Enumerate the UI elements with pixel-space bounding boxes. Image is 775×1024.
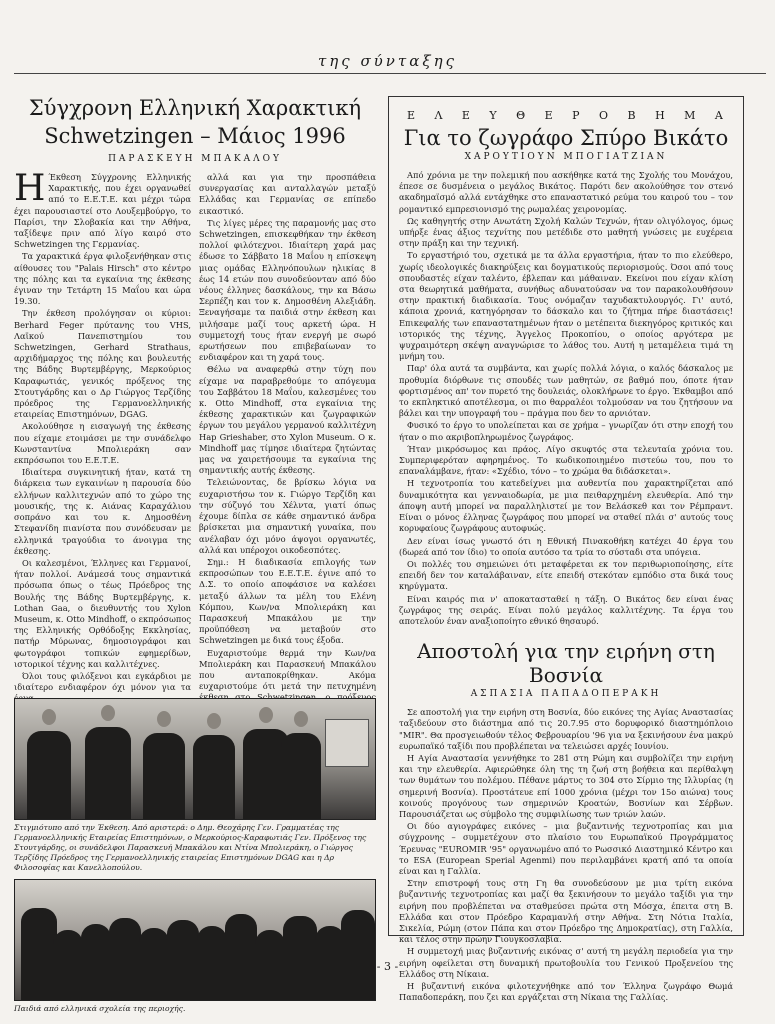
- paragraph: [399, 878, 733, 945]
- paragraph: [199, 477, 376, 555]
- paragraph: [399, 363, 733, 419]
- paragraph: [399, 707, 733, 752]
- paragraph: [14, 558, 191, 670]
- paragraph-text: Παρ' όλα αυτά τα συμβάντα, και χωρίς πολλά λόγια, ο καλός δάσκαλος με προθυμία διόρθωνε τις σπουδές των μαθητών, σε βαθμό που, όποτε ήταν φορτισμένος απ' τον πυρετό της δουλειάς, ολοκλήρωνε το έργο. Έκθαμβοι από το εκπληκτικό αποτέλεσμα, οι πιο θαρραλέοι τολμούσαν να του ζητήσουν να βάλει και την υπογραφή του – πράγμα που δεν το αρνιόταν.: [399, 363, 733, 419]
- paragraph: [399, 478, 733, 534]
- photo-figure-head: [42, 709, 56, 725]
- photo-figure: [281, 733, 321, 819]
- paragraph: [399, 594, 733, 628]
- paragraph: [399, 216, 733, 250]
- article-byline: ΠΑΡΑΣΚΕΥΗ ΜΠΑΚΑΛΟΥ: [108, 154, 282, 164]
- paragraph-text: Φυσικό το έργο το υπολείπεται και σε χρήμα – γνωρίζαν ότι στην εποχή του ήταν ο πιο ακριβοπληρωμένος ζωγράφος.: [399, 420, 733, 442]
- paragraph: [14, 421, 191, 466]
- paragraph: [14, 467, 191, 557]
- article-byline: ΧΑΡΟΥΤΙΟΥΝ ΜΠΟΓΙΑΤΖΙΑΝ: [464, 152, 668, 162]
- article-title: [14, 94, 376, 150]
- masthead-letter: Μ: [684, 109, 698, 122]
- exhibition-photo: [14, 698, 376, 820]
- paragraph: [399, 170, 733, 215]
- article-title: Για το ζωγράφο Σπύρο Βικάτο: [403, 126, 729, 150]
- masthead-letter: Ε: [461, 109, 472, 122]
- photo-figure: [225, 914, 257, 1000]
- masthead-letter: Ρ: [572, 109, 582, 122]
- photo-figure-head: [157, 711, 171, 727]
- article-column-1: [14, 168, 191, 693]
- paragraph-text: Σε αποστολή για την ειρήνη στη Βοσνία, δύο εικόνες της Αγίας Αναστασίας ταξιδεύουν στο διάστημα από τις 20.7.95 στο δορυφορικό διαστημόπλοιο "MIR". Θα προσγειωθούν τέλος Φεβρουαρίου '96 για να ξεκινήσουν ένα μακρύ ευρωπαϊκό ταξίδι που προβλέπεται να τελειώσει αρχές Ιουνίου.: [399, 707, 733, 751]
- title-line-1: Σύγχρονη Ελληνική Χαρακτική: [28, 96, 362, 120]
- paragraph-text: Από χρόνια με την πολεμική που ασκήθηκε κατά της Σχολής του Μονάχου, έπεσε σε δυσμένεια ο μεγάλος Βικάτος. Παρότι δεν ακολούθησε τον στενό ακαδημαϊσμό αλλά εντάχθηκε στο επαναστατικό ρεύμα του καιρού του – τον ρομαντικό εμπρεσιονισμό της ρωμαλέας χειρονομίας.: [399, 170, 733, 214]
- paragraph: [399, 444, 733, 478]
- section-header: της σύνταξης: [317, 52, 457, 70]
- masthead-letter: Α: [714, 109, 725, 122]
- page-number: - 3 -: [376, 960, 399, 973]
- photo-figure: [27, 731, 71, 819]
- masthead-letter: Υ: [489, 109, 499, 122]
- paragraph-text: Στην επιστροφή τους στη Γη θα συνοδεύσουν με μια τρίτη εικόνα βυζαντινής τεχνοτροπίας και μαζί θα ξεκινήσουν το μεγάλο ταξίδι για την ειρήνη που προβλέπεται να σταθμεύσει πρώτα στη Μόσχα, έπειτα στη Β. Ελλάδα και στον Πρόεδρο Καραμανλή στην Αθήνα. Στη Νότια Ιταλία, Σικελία, Ρώμη (στον Πάπα και στον Πρόεδρο της Δημοκρατίας), στη Γαλλία, και τέλος στην πρώην Γιουγκοσλαβία.: [399, 878, 733, 945]
- paragraph: [199, 557, 376, 647]
- right-article-box: [388, 96, 744, 1003]
- paragraph: [14, 251, 191, 307]
- photo-figure: [85, 727, 131, 819]
- title-line-2: Schwetzingen – Μάιος 1996: [44, 124, 346, 148]
- masthead-letter: Ο: [599, 109, 611, 122]
- masthead-letter: Ε: [407, 109, 418, 122]
- photo-figure: [21, 908, 57, 1000]
- paragraph-text: Την έκθεση προλόγησαν οι κύριοι: Berhard Feger πρύτανης του VHS, Λαϊκού Πανεπιστημίου του Schwetzingen, Gerhard Strathaus, αρχιδήμαρχος της πόλης και βουλευτής της Βάδης Βυρτεμβέργης, Μερκούριος Καραφωτιάς, γενικός πρόξενος της Στουτγάρδης και ο Δρ Γιώργος Τερζίδης πρόεδρος της Γερμανοελληνικής εταιρείας Επιστημόνων, DGAG.: [14, 308, 191, 420]
- paragraph-text: αλλά και για την προσπάθεια συνεργασίας και ανταλλαγών μεταξύ Ελλάδας και Γερμανίας σε επίπεδο εικαστικό.: [199, 172, 376, 216]
- masthead-letter: Β: [627, 109, 638, 122]
- article-title: Αποστολή για την ειρήνη στη Βοσνία: [417, 639, 715, 688]
- photo-figure-head: [259, 707, 273, 723]
- section-rule: [14, 73, 766, 74]
- paragraph: [399, 559, 733, 593]
- paragraph-text: Ως καθηγητής στην Ανωτάτη Σχολή Καλών Τεχνών, ήταν ολιγόλογος, όμως υπήρξε ένας άξιος τεχνίτης που μετέδιδε στο μαθητή γνώσεις με ευχέρεια στην πράξη και την τεχνική.: [399, 215, 733, 249]
- left-article: [14, 94, 376, 1013]
- paragraph: [399, 536, 733, 558]
- paragraph: [199, 218, 376, 364]
- children-photo: [14, 879, 376, 1001]
- paragraph-text: Ακολούθησε η εισαγωγή της έκθεσης που είχαμε ετοιμάσει με την συνάδελφο Κωνσταντίνα Μπολιεράκη σαν εκπρόσωποι του Ε.Ε.Τ.Ε.: [14, 421, 191, 466]
- photo-figure-head: [207, 713, 221, 729]
- paragraph-text: Έκθεση Σύγχρονης Ελληνικής Χαρακτικής, που έχει οργανωθεί από το Ε.Ε.Τ.Ε. και μέχρι τώρα έχει παρουσιαστεί στο Λουξεμβούργο, το Παρίσι, την Σλοβακία και την Αθήνα, ταξίδεψε πριν από λίγο καιρό στο Schwetzingen της Γερμανίας.: [14, 172, 191, 250]
- photo-figure: [109, 918, 141, 1000]
- paragraph-text: Ιδιαίτερα συγκινητική ήταν, κατά τη διάρκεια των εγκαινίων η παρουσία δύο ελλήνων καλλιτεχνών από το χώρο της μουσικής, της κ. Αιάνας Καραχάλιου σοπράνο και του κ. Δημοσθένη Στεφανίδη πιανίστα που συνόδευσαν με ελληνικά τραγούδια το άνοιγμα της έκθεσης.: [14, 467, 191, 556]
- masthead-letter: Λ: [434, 109, 445, 122]
- paragraph: [399, 753, 733, 820]
- paragraph-text: Θέλω να αναφερθώ στην τύχη που είχαμε να παραβρεθούμε το απόγευμα του Σαββάτου 18 Μαΐου, καλεσμένες του κ. Otto Mindhoff, στα εγκαίνια της έκθεσης χαρακτικών και ζωγραφικών έργων του μεγάλου γερμανού καλλιτέχνη Hap Grieshaber, στο Xylon Museum. Ο κ. Mindhoff μας τίμησε ιδιαίτερα ζητώντας μας να χαιρετήσουμε τα εγκαίνια της σημαντικής αυτής έκθεσης.: [199, 364, 376, 476]
- photo-caption: Παιδιά από ελληνικά σχολεία της περιοχής.: [14, 1004, 186, 1013]
- paragraph-text: Τελειώνοντας, δε βρίσκω λόγια να ευχαριστήσω τον κ. Γιώργο Τερζίδη και την σύζυγό του Χέλντα, γιατί όπως έχουμε δίπλα σε κάθε σημαντικό άνδρα βρίσκεται μια σημαντική γυναίκα, που ανέλαβαν όχι μόνο άψογοι οργανωτές, αλλά και υπέροχοι οικοδεσπότες.: [199, 477, 376, 555]
- paragraph-text: Τις λίγες μέρες της παραμονής μας στο Schwetzingen, επισκεφθήκαν την έκθεση πολλοί φιλότεχνοι. Ιδιαίτερη χαρά μας έδωσε το Σάββατο 18 Μαΐου η επίσκεψη μιας ομάδας Ελληνόπουλων ηλικίας 8 έως 14 ετών που συνοδεύονταν από δύο νέους έλληνες δασκάλους, την κα Βάσω Σερπέζη και τον κ. Δημοσθένη Αλεξιάδη. Ξεναγήσαμε τα παιδιά στην έκθεση και μιλήσαμε μαζί τους αρκετή ώρα. Η συμμετοχή τους ήταν ενεργή με σωρό ερωτήσεων που επιβεβαίωναν το ενδιαφέρον και τη χαρά τους.: [199, 217, 376, 363]
- paragraph-text: Η συμμετοχή μιας βυζαντινής εικόνας σ' αυτή τη μεγάλη περιοδεία για την ειρήνη οφείλεται στη δυναμική πρωτοβουλία του Γενικού Προξενείου της Ελλάδος στη Νίκαια.: [399, 946, 733, 979]
- photo-figure-head: [101, 705, 115, 721]
- paragraph: [399, 981, 733, 1003]
- masthead-letter: Ε: [544, 109, 555, 122]
- paragraph-text: Η Αγία Αναστασία γεννήθηκε το 281 στη Ρώμη και συμβολίζει την ειρήνη και την ελευθερία. Αφιερώθηκε όλη της τη ζωή στη βοήθεια και περίθαλψη των θυμάτων του πολέμου. Πέθανε μάρτυς το 304 στο Σίρμιο της Ιλλυρίας (η σημερινή Βοσνία). Προστάτευε επί 1000 χρόνια (μέχρι τον 15ο αιώνα) τους κοινούς προγόνους των σημερινών Κροατών, Βοσνίων και Σέρβων. Παρουσιάζεται ως σύμβολο της συμφιλίωσης των τριών λαών.: [399, 752, 733, 819]
- photo-figure: [143, 733, 185, 819]
- paragraph: [14, 308, 191, 420]
- paragraph-text: Οι πολλές του σημειώνει ότι μεταφέρεται εκ τον περιθωριοποίησης, είτε επειδή δεν τον καταλάβαιναν, είτε επειδή στεκόταν εμπόδιο στα δικά τους κηρύγματα.: [399, 558, 733, 592]
- paragraph: [199, 364, 376, 476]
- paragraph-text: Το εργαστήριό του, σχετικά με τα άλλα εργαστήρια, ήταν το πιο ελεύθερο, χωρίς ιδεολογικές διακηρύξεις και δογματικούς περιορισμούς. Όσοι από τους σπουδαστές είχαν ταλέντο, έβλεπαν και μάθαιναν. Εκείνοι που είχαν κλίση στα θεωρητικά μαθήματα, συνήθως αδυνατούσαν να τον παρακολουθήσουν στην πρακτική διαδικασία. Τους ονόμαζαν ταχυδακτυλουργός. Γι' αυτό, κάποια χρονιά, κατηγόρησαν το δάσκαλο και το ζήτημα πήρε διαστάσεις! Επικεφαλής των επαναστατημένων ήταν ο μετέπειτα διεκηγόρος κριτικός και ιστορικός της τέχνης, Άγγελος Προκοπίου, ο οποίος αργότερα με ψυχραιμότερη σκέψη αναγνώρισε το λάθος του. Αυτή η μεταμέλεια τιμά τη μνήμη του.: [399, 250, 733, 362]
- photo-figure: [283, 916, 317, 1000]
- masthead: [407, 109, 725, 122]
- paragraph: [199, 172, 376, 217]
- drop-cap: Η: [14, 168, 46, 209]
- masthead-letter: Η: [655, 109, 667, 122]
- paragraph: [14, 168, 191, 250]
- photo-caption: Στιγμιότυπο από την Έκθεση. Από αριστερά: ο Δημ. Θεοχάρης Γεν. Γραμματέας της Γερμανοελληνικής Εταιρείας Επιστημόνων, ο Μερκούριος-Καραφωτιάς Γεν. Πρόξενος της Στουτγάρδης, οι συνάδελφοι Παρασκευή Μπακάλου και Ντίνα Μπολιεράκη, ο Γιώργος Τερζίδης Πρόεδρος της Γερμανοελληνικής εταιρείας Επιστημόνων DGAG και η Δρ Φιλοσοφίας και Κανελλοπούλου.: [14, 823, 367, 872]
- article-body: [399, 707, 733, 1003]
- paragraph: [399, 250, 733, 362]
- paragraph-text: Ήταν μικρόσωμος και πράος. Λίγο σκυφτός στα τελευταία χρόνια του. Συμπεριφερόταν αφηρημένος. Το κωδικοποιημένο πιστεύω του, που το επαναλάμβανε, ήταν: «Σχέδιο, τόνο – το χρώμα θα διδάσκεται».: [399, 443, 733, 477]
- paragraph: [399, 821, 733, 877]
- paragraph-text: Δεν είναι ίσως γνωστό ότι η Εθνική Πινακοθήκη κατέχει 40 έργα του (δωρεά από τον ίδιο) το οποία αυτόσο τα τρία το σύσταδι στα υπόγεια.: [399, 535, 733, 557]
- paragraph-text: Τα χαρακτικά έργα φιλοξενήθηκαν στις αίθουσες του "Palais Hirsch" στο κέντρο της πόλης και τα εγκαίνια της έκθεσης έγιναν την Τετάρτη 15 Μαΐου και ώρα 19.30.: [14, 251, 191, 307]
- article-column-2: [199, 172, 376, 692]
- article-byline: ΑΣΠΑΣΙΑ ΠΑΠΑΔΟΠΕΡΑΚΗ: [470, 689, 662, 700]
- paragraph-text: Όλοι τους φιλόξενοι και εγκάρδιοι με ιδιαίτερο ενδιαφέρον όχι μόνον για τα: [14, 670, 191, 693]
- paragraph-text: Οι δύο αγιογράφες εικόνες – μια βυζαντινής τεχνοτροπίας και μια σύγχρονης – συμμετέχουν στο πλαίσιο του Ευρωπαϊκού Προγράμματος Έρευνας "EUROMIR '95" οργανωμένο από το Ρωσσικό Διαστημικό Κέντρο και το ESA (European Sperial Agenmi) που περιλαμβάνει κρατή από τα οποία είναι και η Γαλλία.: [399, 821, 733, 876]
- paragraph-text: Οι καλεσμένοι, Έλληνες και Γερμανοί, ήταν πολλοί. Ανάμεσά τους σημαντικά πρόσωπα όπως ο τέως Πρόεδρος της Βουλής της Βάδης Βυρτεμβέργης, κ. Lothan Gaa, ο διευθυντής του Xylon Museum, κ. Otto Mindhoff, ο εκπρόσωπος της Ελληνικής Ορθόδοξης Εκκλησίας, πατήρ Μύρωνας, δημοσιογράφοι και φωτογράφοι τοπικών εφημερίδων, ιστορικοί τέχνης και καλλιτέχνες.: [14, 557, 191, 669]
- paragraph-text: Είναι καιρός πια ν' αποκατασταθεί η τάξη. Ο Βικάτος δεν είναι ένας ζωγράφος της σειράς. Είναι πολύ μεγάλος καλλιτέχνης. Τα έργα του αποτελούν έναν αναξιοποίητο εθνικό θησαυρό.: [399, 593, 733, 626]
- photo-figure: [193, 735, 235, 819]
- photo-figure: [341, 910, 375, 1000]
- paragraph: [399, 420, 733, 442]
- paragraph-text: Η τεχνοτροπία του κατεδείχνει μια αυθεντία που χαρακτηρίζεται από δυναμικότητα και γενναιοδωρία, με μια πειθαρχημένη ελευθερία. Από την άποψη αυτή μπορεί να παραλληλιστεί με τον Βελάσκεθ και τον Ρέμπραντ. Είναι ο μόνος έλληνας ζωγράφος που μπορεί να σταθεί πλάι σ' αυτούς τους κορυφαίους ζωγράφους αυτοφυώς.: [399, 478, 733, 534]
- article-columns: [14, 168, 376, 693]
- paragraph-text: Η βυζαντινή εικόνα φιλοτεχνήθηκε από τον Έλληνα ζωγράφο Θωμά Παπαδοπεράκη, που ζει και εργάζεται στη Νίκαια της Γαλλίας.: [399, 981, 733, 1003]
- article-body: [399, 170, 733, 627]
- photo-figure-head: [294, 711, 308, 727]
- paragraph-text: Ευχαριστούμε θερμά την Κων/να Μπολιεράκη και Παρασκευή Μπακάλου που ανταποκρίθηκαν. Ακόμα ευχαριστούμε ότι μετά την πετυχημένη: [199, 647, 376, 692]
- paragraph-text: Σημ.: Η διαδικασία επιλογής των εκπροσώπων του Ε.Ε.Τ.Ε. έγινε από το Δ.Σ. το οποίο αποφάσισε να καλέσει μεταξύ άλλων τα μέλη του Ελένη Κόμπου, Κων/να Μπολιεράκη και Παρασκευή Μπακάλου με την προϋπόθεση να μεταβούν στο Schwetzingen με δικά τους έξοδα.: [199, 556, 376, 646]
- framed-artwork: [325, 719, 369, 767]
- masthead-letter: Θ: [516, 109, 528, 122]
